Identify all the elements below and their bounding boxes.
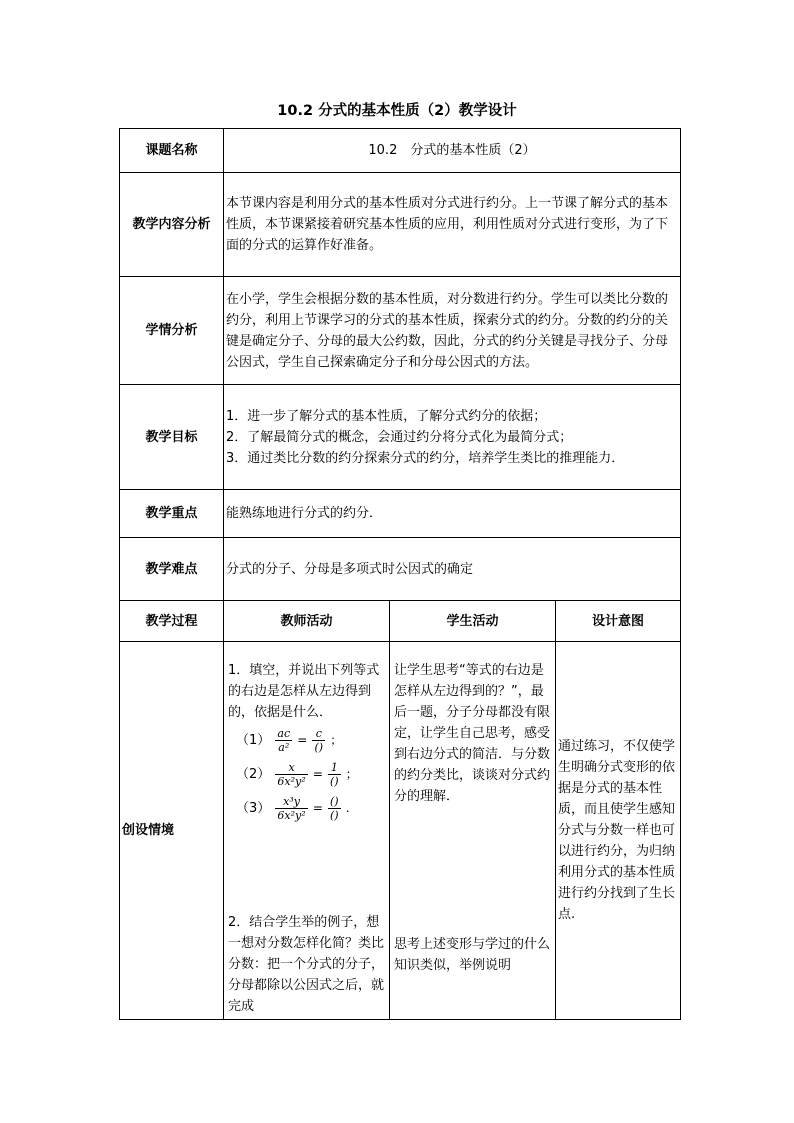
equals-sign: = — [312, 801, 323, 815]
formula-index: （2） — [236, 767, 271, 782]
label-process: 教学过程 — [120, 601, 224, 642]
student-activity-cell — [390, 642, 556, 1020]
value-difficulty: 分式的分子、分母是多项式时公因式的确定 — [224, 538, 681, 601]
label-course-name: 课题名称 — [120, 129, 224, 173]
goal-item: 3．通过类比分数的约分探索分式的约分，培养学生类比的推理能力． — [226, 450, 625, 466]
row-content-analysis — [120, 173, 681, 277]
formula-index: （1） — [236, 733, 271, 748]
fraction: $\frac{c}{()}$ — [314, 727, 324, 754]
lesson-plan-table — [119, 128, 681, 1020]
label-content-analysis: 教学内容分析 — [120, 173, 224, 277]
formula-2: （2） $\frac{x}{\text{6x²y²}}$ = $\frac{1}{()}$ ； — [236, 761, 358, 788]
label-situation: 创设情境 — [120, 642, 224, 1020]
header-student-activity: 学生活动 — [390, 601, 556, 642]
content-analysis-text: 本节课内容是利用分式的基本性质对分式进行约分。上一节课了解分式的基本性质，本节课紧接着研究基本性质的应用，利用性质对分式进行变形，为了下面的分式的运算作好准备。 — [226, 196, 669, 253]
value-situation-analysis — [224, 277, 681, 385]
equals-sign: = — [312, 767, 323, 781]
formula-3: （3） $\frac{\text{x³y}}{\text{6x²y²}}$ = $\frac{()}{()}$ . — [236, 795, 350, 822]
header-teacher-activity: 教师活动 — [224, 601, 390, 642]
formula-1: （1） $\frac{ac}{\text{a²}}$ = $\frac{c}{()}$ ； — [236, 727, 343, 754]
header-design-intent: 设计意图 — [556, 601, 681, 642]
row-key-point — [120, 490, 681, 538]
value-key-point: 能熟练地进行分式的约分． — [224, 490, 681, 538]
document-title: 10.2 分式的基本性质（2）教学设计 — [277, 103, 517, 119]
goal-item: 1．进一步了解分式的基本性质，了解分式约分的依据； — [226, 408, 547, 424]
row-course-name — [120, 129, 681, 173]
label-difficulty: 教学难点 — [120, 538, 224, 601]
goal-item: 2．了解最简分式的概念，会通过约分将分式化为最简分式； — [226, 429, 573, 445]
design-intent-cell — [556, 642, 681, 1020]
value-content-analysis — [224, 173, 681, 277]
label-key-point: 教学重点 — [120, 490, 224, 538]
label-goals: 教学目标 — [120, 385, 224, 490]
situation-analysis-text: 在小学，学生会根据分数的基本性质，对分数进行约分。学生可以类比分数的约分，利用上节课学习的分式的基本性质，探索分式的约分。分数的约分的关键是确定分子、分母的最大公约数，因此，分式的约分关键是寻找分子、分母公因式，学生自己探索确定分子和分母公因式的方法。 — [226, 291, 669, 370]
value-course-name: 10.2 分式的基本性质（2） — [224, 129, 681, 173]
row-process-header — [120, 601, 681, 642]
fraction: $\frac{x}{\text{6x²y²}}$ — [277, 761, 306, 788]
design-intent-text: 通过练习，不仅使学生明确分式变形的依据是分式的基本性质，而且使学生感知分式与分数一样也可以进行约分，为归纳利用分式的基本性质进行约分找到了生长点. — [558, 739, 676, 922]
fraction: $\frac{\text{x³y}}{\text{6x²y²}}$ — [277, 795, 306, 822]
student-activity-1: 让学生思考“等式的右边是怎样从左边得到的？”，最后一题，分子分母都没有限定，让学生自己思考，感受到右边分式的简洁．与分数的约分类比，谈谈对分式约分的理解． — [394, 663, 551, 804]
teacher-task-1: 1．填空，并说出下列等式的右边是怎样从左边得到的，依据是什么． — [228, 663, 380, 720]
fraction: $\frac{ac}{\text{a²}}$ — [277, 727, 291, 754]
row-difficulty — [120, 538, 681, 601]
teacher-activity-cell — [224, 642, 390, 1020]
formula-index: （3） — [236, 801, 271, 816]
row-situation-analysis — [120, 277, 681, 385]
teacher-task-2: 2．结合学生举的例子，想一想对分数怎样化简？类比分数：把一个分式的分子，分母都除以公因式之后，就完成 — [228, 915, 385, 1014]
fraction: $\frac{1}{()}$ — [330, 761, 339, 788]
value-goals — [224, 385, 681, 490]
label-situation-analysis: 学情分析 — [120, 277, 224, 385]
fraction: $\frac{()}{()}$ — [330, 795, 339, 822]
row-situation — [120, 642, 681, 1020]
student-activity-2: 思考上述变形与学过的什么知识类似，举例说明 — [394, 937, 551, 973]
row-goals — [120, 385, 681, 490]
equals-sign: = — [297, 733, 308, 747]
